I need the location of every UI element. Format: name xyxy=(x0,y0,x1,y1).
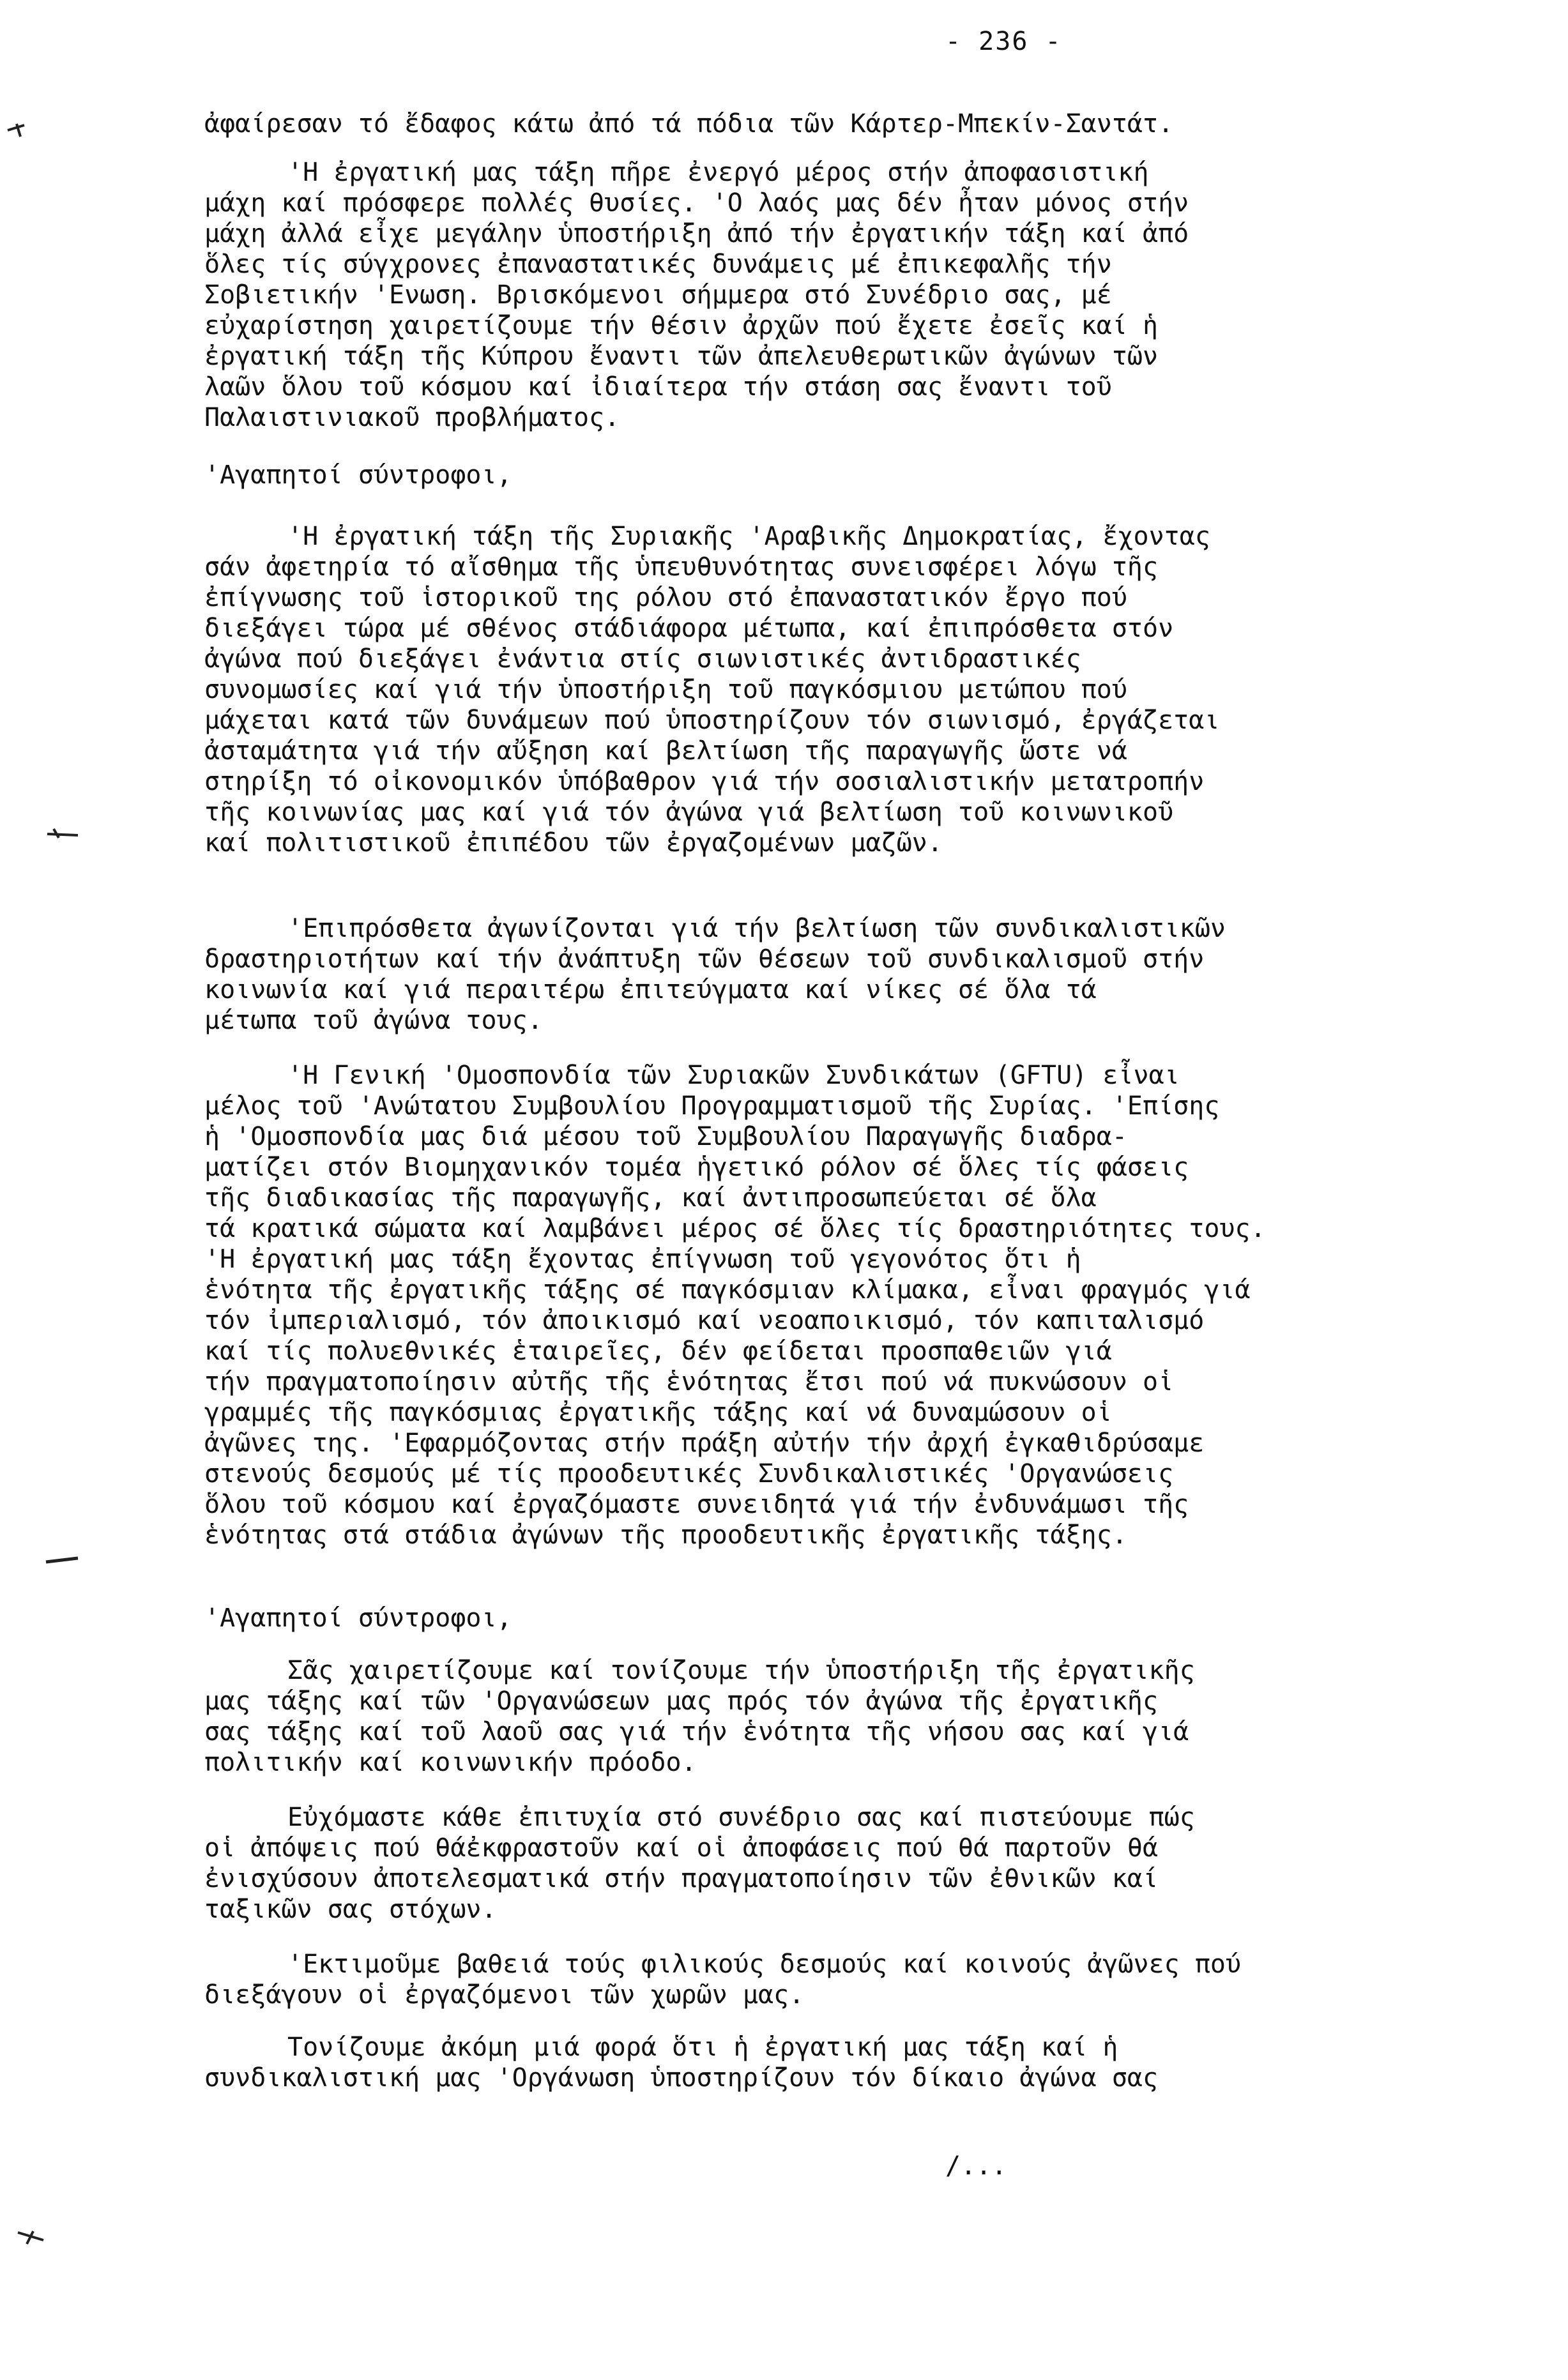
margin-check-mark xyxy=(45,824,83,843)
text-line: ἀγώνα πού διεξάγει ἐνάντια στίς σιωνιστικές ἀντιδραστικές xyxy=(204,644,1081,674)
text-line: μάχεται κατά τῶν δυνάμεων πού ὑποστηρίζουν τόν σιωνισμό, ἐργάζεται xyxy=(204,706,1220,735)
text-line: Σᾶς χαιρετίζουμε καί τονίζουμε τήν ὑποστήριξη τῆς ἐργατικῆς xyxy=(287,1656,1195,1685)
text-line: 'Η ἐργατική μας τάξη ἔχοντας ἐπίγνωση τοῦ γεγονότος ὅτι ἡ xyxy=(204,1245,1081,1274)
text-line: λαῶν ὅλου τοῦ κόσμου καί ἰδιαίτερα τήν στάση σας ἔναντι τοῦ xyxy=(204,372,1112,402)
text-line: τῆς διαδικασίας τῆς παραγωγῆς, καί ἀντιπροσωπεύεται σέ ὅλα xyxy=(204,1183,1097,1213)
margin-check-mark xyxy=(43,1552,82,1571)
text-line: μάχη ἀλλά εἶχε μεγάλην ὑποστήριξη ἀπό τήν ἐργατικήν τάξη καί ἀπό xyxy=(204,219,1189,248)
text-line: μας τάξης καί τῶν 'Οργανώσεων μας πρός τόν ἀγώνα τῆς ἐργατικῆς xyxy=(204,1686,1159,1716)
text-line: συνομωσίες καί γιά τήν ὑποστήριξη τοῦ παγκόσμιου μετώπου πού xyxy=(204,675,1127,704)
text-line: ὅλες τίς σύγχρονες ἐπαναστατικές δυνάμεις μέ ἐπικεφαλῆς τήν xyxy=(204,250,1112,279)
text-line: διεξάγουν οἱ ἐργαζόμενοι τῶν χωρῶν μας. xyxy=(204,1980,805,2010)
page-number: - 236 - xyxy=(945,27,1062,56)
text-line: καί τίς πολυεθνικές ἑταιρεῖες, δέν φείδεται προσπαθειῶν γιά xyxy=(204,1337,1112,1366)
salutation: 'Αγαπητοί σύντροφοι, xyxy=(204,460,512,490)
text-line: Σοβιετικήν 'Ενωση. Βρισκόμενοι σήμμερα στό Συνέδριο σας, μέ xyxy=(204,280,1112,310)
text-line: εὐχαρίστηση χαιρετίζουμε τήν θέσιν ἀρχῶν πού ἔχετε ἐσεῖς καί ἡ xyxy=(204,311,1159,340)
text-line: οἱ ἀπόψεις πού θάἐκφραστοῦν καί οἱ ἀποφάσεις πού θά παρτοῦν θά xyxy=(204,1833,1159,1863)
text-line: Παλαιστινιακοῦ προβλήματος. xyxy=(204,403,620,432)
margin-check-mark xyxy=(5,120,43,139)
text-line: ἡ 'Ομοσπονδία μας διά μέσου τοῦ Συμβουλίου Παραγωγῆς διαδρα- xyxy=(204,1122,1127,1151)
text-line: καί πολιτιστικοῦ ἐπιπέδου τῶν ἐργαζομένων μαζῶν. xyxy=(204,828,943,858)
text-line: 'Επιπρόσθετα ἀγωνίζονται γιά τήν βελτίωση τῶν συνδικαλιστικῶν xyxy=(287,914,1226,943)
text-line: Τονίζουμε ἀκόμη μιά φορά ὅτι ἡ ἐργατική μας τάξη καί ἡ xyxy=(287,2033,1118,2062)
text-line: σάν ἀφετηρία τό αἴσθημα τῆς ὑπευθυνότητας συνεισφέρει λόγω τῆς xyxy=(204,552,1159,582)
text-line: σας τάξης καί τοῦ λαοῦ σας γιά τήν ἑνότητα τῆς νήσου σας καί γιά xyxy=(204,1717,1189,1747)
text-line: γραμμές τῆς παγκόσμιας ἐργατικῆς τάξης καί νά δυναμώσουν οἱ xyxy=(204,1398,1112,1427)
text-line: 'Εκτιμοῦμε βαθειά τούς φιλικούς δεσμούς καί κοινούς ἀγῶνες πού xyxy=(287,1950,1242,1979)
text-line: 'Η Γενική 'Ομοσπονδία τῶν Συριακῶν Συνδικάτων (GFTU) εἶναι xyxy=(287,1061,1180,1090)
text-line: στηρίξη τό οἰκονομικόν ὑπόβαθρον γιά τήν σοσιαλιστικήν μετατροπήν xyxy=(204,767,1205,796)
text-line: 'Η ἐργατική μας τάξη πῆρε ἐνεργό μέρος στήν ἀποφασιστική xyxy=(287,158,1149,187)
text-line: ἀσταμάτητα γιά τήν αὔξηση καί βελτίωση τῆς παραγωγῆς ὥστε νά xyxy=(204,736,1127,766)
text-line: κοινωνία καί γιά περαιτέρω ἐπιτεύγματα καί νίκες σέ ὅλα τά xyxy=(204,975,1097,1004)
text-line: ταξικῶν σας στόχων. xyxy=(204,1895,497,1924)
text-line: τά κρατικά σώματα καί λαμβάνει μέρος σέ ὅλες τίς δραστηριότητες τους. xyxy=(204,1214,1266,1243)
text-line: τῆς κοινωνίας μας καί γιά τόν ἀγώνα γιά βελτίωση τοῦ κοινωνικοῦ xyxy=(204,798,1174,827)
text-line: διεξάγει τώρα μέ σθένος στάδιάφορα μέτωπα, καί ἐπιπρόσθετα στόν xyxy=(204,614,1174,643)
text-line: ὅλου τοῦ κόσμου καί ἐργαζόμαστε συνειδητά γιά τήν ἐνδυνάμωσι τῆς xyxy=(204,1490,1189,1519)
text-line: ἑνότητας στά στάδια ἀγώνων τῆς προοδευτικῆς ἐργατικῆς τάξης. xyxy=(204,1520,1127,1550)
text-line: ματίζει στόν Βιομηχανικόν τομέα ἡγετικό ρόλον σέ ὅλες τίς φάσεις xyxy=(204,1153,1189,1182)
text-line: στενούς δεσμούς μέ τίς προοδευτικές Συνδικαλιστικές 'Οργανώσεις xyxy=(204,1459,1174,1489)
text-line: ἐργατική τάξη τῆς Κύπρου ἔναντι τῶν ἀπελευθερωτικῶν ἀγώνων τῶν xyxy=(204,342,1159,371)
text-line: ἀφαίρεσαν τό ἔδαφος κάτω ἀπό τά πόδια τῶν Κάρτερ-Μπεκίν-Σαντάτ. xyxy=(204,109,1174,139)
text-line: τόν ἰμπεριαλισμό, τόν ἀποικισμό καί νεοαποικισμό, τόν καπιταλισμό xyxy=(204,1306,1205,1335)
text-line: συνδικαλιστική μας 'Οργάνωση ὑποστηρίζουν τόν δίκαιο ἀγώνα σας xyxy=(204,2063,1159,2093)
text-line: μάχη καί πρόσφερε πολλές θυσίες. 'Ο λαός μας δέν ἦταν μόνος στήν xyxy=(204,188,1189,218)
text-line: πολιτικήν καί κοινωνικήν πρόοδο. xyxy=(204,1748,697,1777)
text-line: μέτωπα τοῦ ἀγώνα τους. xyxy=(204,1006,543,1035)
margin-check-mark xyxy=(14,2227,52,2247)
text-line: ἑνότητα τῆς ἐργατικῆς τάξης σέ παγκόσμιαν κλίμακα, εἶναι φραγμός γιά xyxy=(204,1275,1251,1305)
text-line: δραστηριοτήτων καί τήν ἀνάπτυξη τῶν θέσεων τοῦ συνδικαλισμοῦ στήν xyxy=(204,944,1205,974)
text-line: ἀγῶνες της. 'Εφαρμόζοντας στήν πράξη αὐτήν τήν ἀρχή ἐγκαθιδρύσαμε xyxy=(204,1429,1205,1458)
text-line: ἐπίγνωσης τοῦ ἱστορικοῦ της ρόλου στό ἐπαναστατικόν ἔργο πού xyxy=(204,583,1127,612)
text-line: τήν πραγματοποίησιν αὐτῆς τῆς ἑνότητας ἔτσι πού νά πυκνώσουν οἱ xyxy=(204,1367,1174,1397)
text-line: 'Η ἐργατική τάξη τῆς Συριακῆς 'Αραβικῆς Δημοκρατίας, ἔχοντας xyxy=(287,522,1210,551)
text-line: Εὐχόμαστε κάθε ἐπιτυχία στό συνέδριο σας καί πιστεύουμε πώς xyxy=(287,1803,1195,1832)
text-line: μέλος τοῦ 'Ανώτατου Συμβουλίου Προγραμματισμοῦ τῆς Συρίας. 'Επίσης xyxy=(204,1091,1220,1121)
text-line: ἐνισχύσουν ἀποτελεσματικά στήν πραγματοποίησιν τῶν ἐθνικῶν καί xyxy=(204,1864,1159,1893)
continuation-marker: /... xyxy=(945,2151,1007,2181)
salutation: 'Αγαπητοί σύντροφοι, xyxy=(204,1603,512,1633)
